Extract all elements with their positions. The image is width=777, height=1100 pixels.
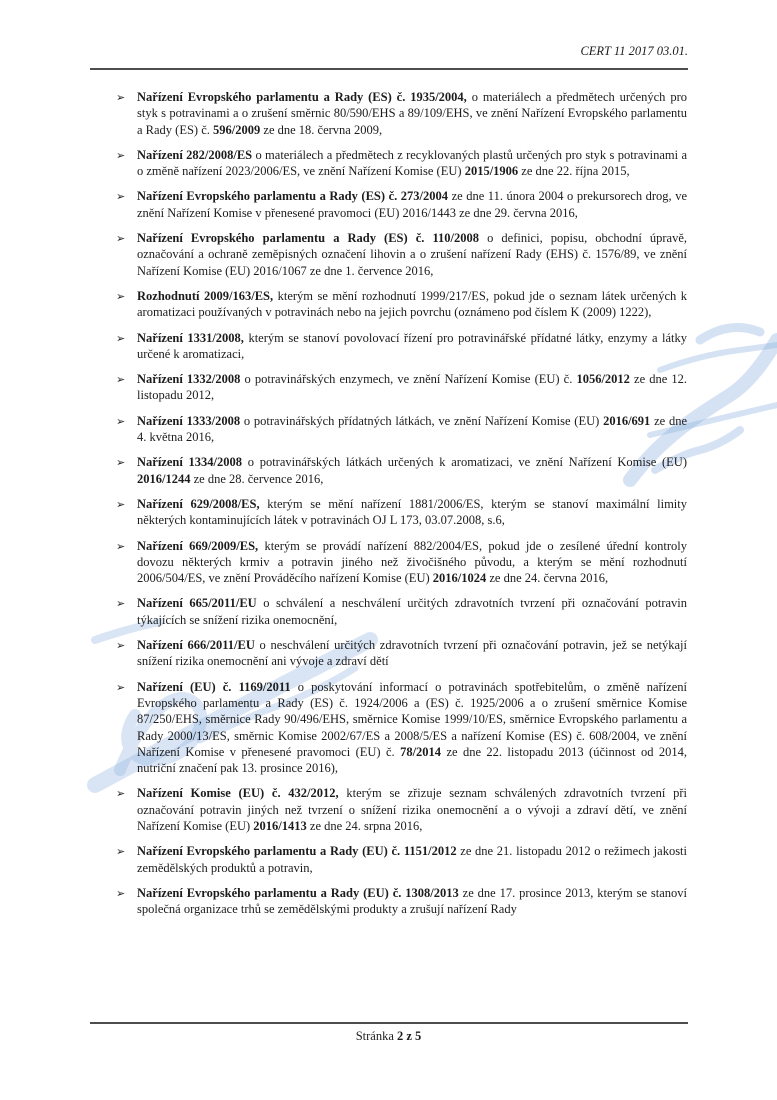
list-item	[90, 785, 687, 834]
item-text: Nařízení 665/2011/EU o schválení a neschválení určitých zdravotních tvrzení při označování potravin týkajících se snížení rizika onemocnění,	[137, 596, 687, 627]
item-text: Nařízení Evropského parlamentu a Rady (EU) č. 1308/2013 ze dne 17. prosince 2013, kterým se stanoví společná organizace trhů se zemědělskými produkty a zrušují nařízení Rady	[137, 885, 688, 917]
item-text: Nařízení Evropského parlamentu a Rady (ES) č. 110/2008 o definici, popisu, obchodní úpravě, označování a ochraně zeměpisných označení lihovin a o zrušení nařízení Rady (EHS) č. 1576/89, ve znění Nařízení Komise (EU) 2016/1067 ze dne 1. července 2016,	[137, 231, 688, 278]
item-text: Rozhodnutí 2009/163/ES, kterým se mění rozhodnutí 1999/217/ES, pokud jde o seznam látek určených k aromatizaci používaných v potravinách nebo na jejich povrchu (oznámeno pod číslem K (2009) 1222),	[137, 288, 687, 320]
arrow-bullet-icon: ➢	[116, 373, 126, 387]
footer-divider	[90, 1022, 688, 1024]
item-text: Nařízení 666/2011/EU o neschválení určitých zdravotních tvrzení při označování potravin, jež se netýkají snížení rizika onemocnění ani vývoje a zdraví dětí	[137, 638, 687, 669]
arrow-bullet-icon: ➢	[116, 91, 126, 104]
item-text: Nařízení 282/2008/ES o materiálech a předmětech z recyklovaných plastů určených pro styk s potravinami a o změně nařízení 2023/2006/ES, ve znění Nařízení Komise (EU) 2015/1906 ze dne 22. října 2015,	[137, 147, 687, 179]
list-item	[90, 288, 687, 321]
item-text: Nařízení (EU) č. 1169/2011 o poskytování informací o potravinách spotřebitelům, o změně nařízení Evropského parlamentu a Rady (ES) č. 1924/2006 a (ES) č. 1925/2006 a o zrušení směrnice Komise 87/250/EHS, směrnice Rady 90/496/EHS, směrnice Komise 1999/10/ES, směrnice Evropského parlamentu a Rady 2000/13/ES, směrnic Komise 2002/67/ES a 2008/5/ES a nařízení Komise (ES) č. 608/2004, ve znění Nařízení Komise v přenesené pravomoci (EU) č. 78/2014 ze dne 22. listopadu 2013 (účinnost od 2014, nutriční značení pak 13. prosince 2016),	[137, 679, 688, 776]
page-number	[0, 1029, 777, 1044]
list-item	[90, 454, 687, 487]
arrow-bullet-icon: ➢	[116, 232, 126, 246]
list-item	[90, 595, 687, 628]
item-text: Nařízení 1332/2008 o potravinářských enzymech, ve znění Nařízení Komise (EU) č. 1056/2012 ze dne 12. listopadu 2012,	[137, 372, 687, 403]
regulation-list	[90, 89, 687, 926]
list-item	[90, 330, 687, 363]
list-item	[90, 147, 687, 180]
list-item	[90, 413, 687, 446]
list-item	[90, 679, 687, 777]
item-text: Nařízení Komise (EU) č. 432/2012, kterým se zřizuje seznam schválených zdravotních tvrzení při označování potravin jiných než tvrzení o snížení rizika onemocnění a o vývoji a zdraví dětí, ve znění Nařízení Komise (EU) 2016/1413 ze dne 24. srpna 2016,	[137, 786, 687, 833]
item-text: Nařízení Evropského parlamentu a Rady (EU) č. 1151/2012 ze dne 21. listopadu 2012 o režimech jakosti zemědělských produktů a potravin,	[137, 844, 688, 875]
list-item	[90, 230, 687, 279]
item-text: Nařízení Evropského parlamentu a Rady (ES) č. 1935/2004, o materiálech a předmětech určených pro styk s potravinami a o zrušení směrnic 80/590/EHS a 89/109/EHS, ve znění Nařízení Evropského parlamentu a Rady (ES) č. 596/2009 ze dne 18. června 2009,	[137, 90, 687, 137]
list-item	[90, 89, 687, 138]
arrow-bullet-icon: ➢	[116, 845, 126, 859]
item-text: Nařízení 1334/2008 o potravinářských látkách určených k aromatizaci, ve znění Nařízení Komise (EU) 2016/1244 ze dne 28. července 2016,	[137, 455, 687, 486]
arrow-bullet-icon: ➢	[116, 331, 126, 345]
arrow-bullet-icon: ➢	[116, 190, 126, 204]
arrow-bullet-icon: ➢	[116, 456, 126, 470]
item-text: Nařízení 1331/2008, kterým se stanoví povolovací řízení pro potravinářské přídatné látky, enzymy a látky určené k aromatizaci,	[137, 330, 687, 361]
page-number-value: 2 z 5	[397, 1029, 422, 1043]
arrow-bullet-icon: ➢	[116, 289, 126, 303]
item-text: Nařízení Evropského parlamentu a Rady (ES) č. 273/2004 ze dne 11. února 2004 o prekursorech drog, ve znění Nařízení Komise v přenesené pravomoci (EU) 2016/1443 ze dne 29. června 2016,	[137, 189, 687, 220]
page-number-label: Stránka	[355, 1029, 397, 1043]
arrow-bullet-icon: ➢	[116, 787, 126, 801]
list-item	[90, 885, 687, 918]
arrow-bullet-icon: ➢	[116, 497, 126, 511]
list-item	[90, 538, 687, 587]
arrow-bullet-icon: ➢	[116, 680, 126, 694]
arrow-bullet-icon: ➢	[116, 597, 126, 611]
list-item	[90, 843, 687, 876]
arrow-bullet-icon: ➢	[116, 886, 126, 900]
arrow-bullet-icon: ➢	[116, 539, 126, 553]
item-text: Nařízení 629/2008/ES, kterým se mění nařízení 1881/2006/ES, kterým se stanoví maximální limity některých kontaminujících látek v potravinách OJ L 173, 03.07.2008, s.6,	[137, 496, 687, 528]
list-item	[90, 637, 687, 670]
list-item	[90, 188, 687, 221]
item-text: Nařízení 1333/2008 o potravinářských přídatných látkách, ve znění Nařízení Komise (EU) 2016/691 ze dne 4. května 2016,	[137, 413, 687, 445]
arrow-bullet-icon: ➢	[116, 414, 126, 428]
item-text: Nařízení 669/2009/ES, kterým se provádí nařízení 882/2004/ES, pokud jde o zesílené úřední kontroly dovozu některých krmiv a potravin jiného než živočišného původu, a kterým se mění rozhodnutí 2006/504/ES, ve znění Prováděcího nařízení Komise (EU) 2016/1024 ze dne 24. června 2016,	[137, 538, 687, 586]
header-divider	[90, 68, 688, 70]
list-item	[90, 496, 687, 529]
arrow-bullet-icon: ➢	[116, 148, 126, 162]
document-header: CERT 11 2017 03.01.	[580, 44, 688, 58]
list-item	[90, 371, 687, 404]
arrow-bullet-icon: ➢	[116, 639, 126, 653]
